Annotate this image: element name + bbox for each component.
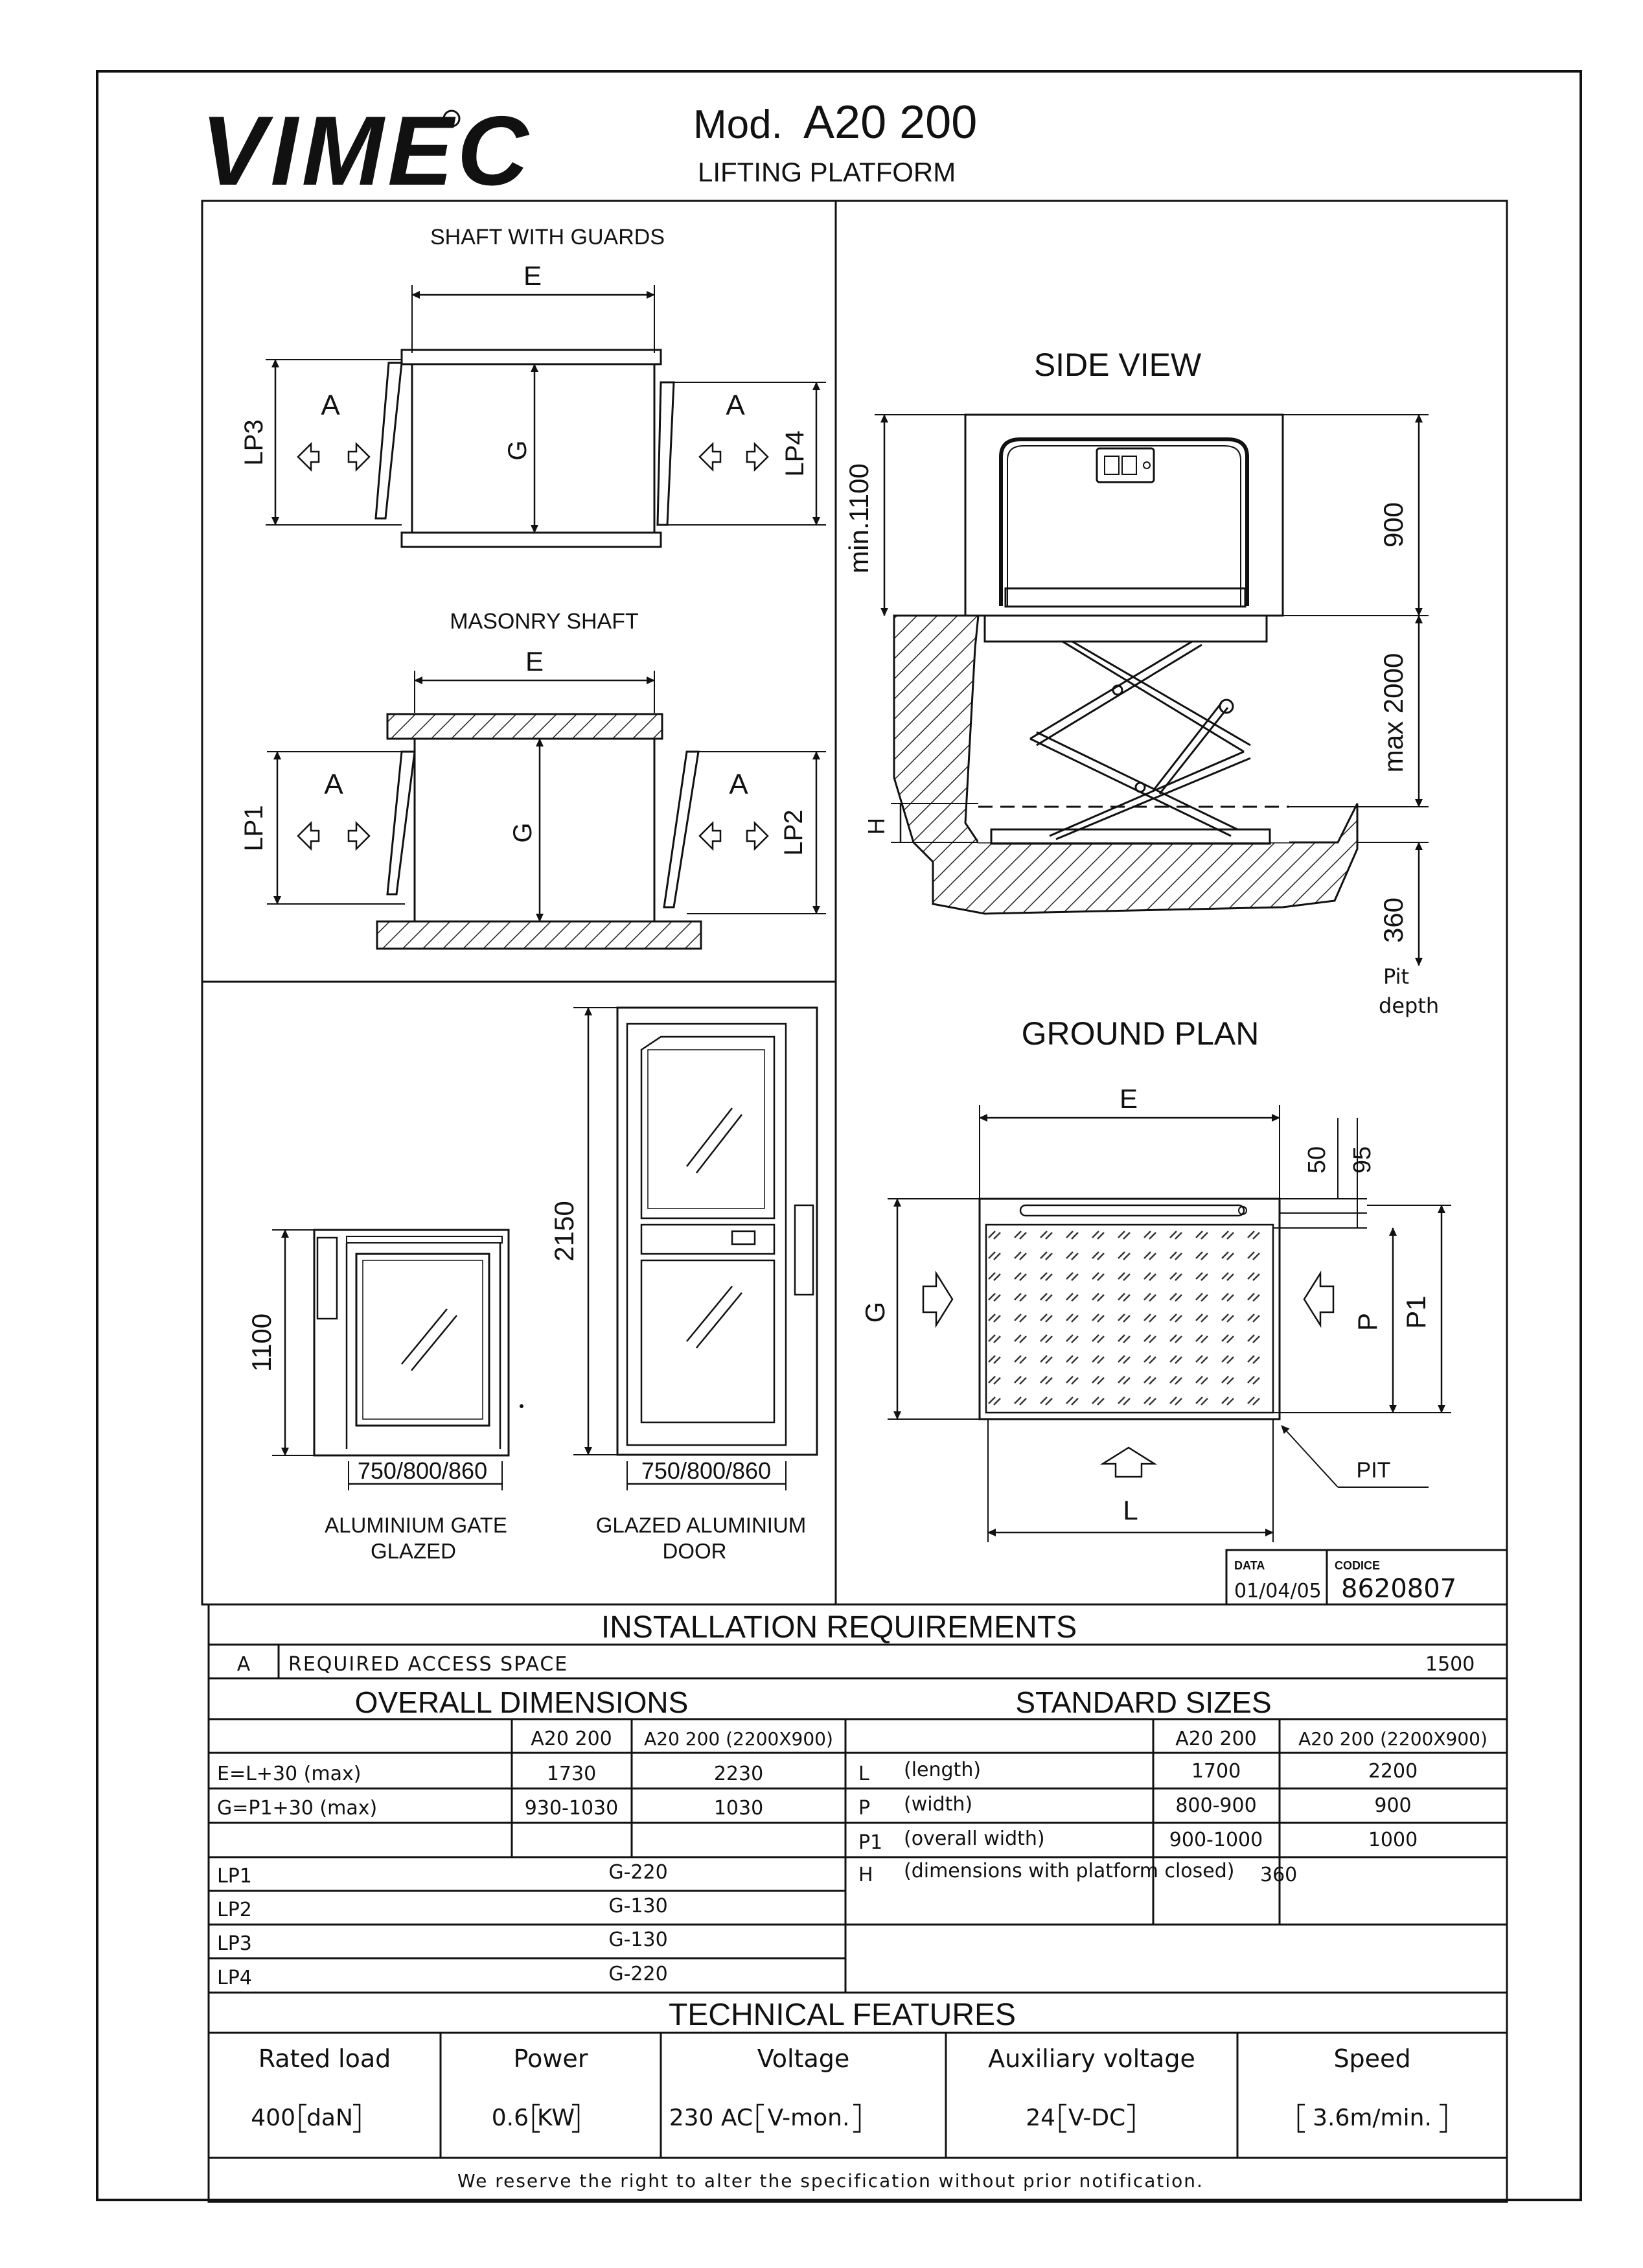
masonry-dim-e: E [525, 646, 544, 677]
overall-row-label: G=P1+30 (max) [217, 1797, 378, 1820]
standard-row-v2: 1000 [1368, 1829, 1418, 1851]
ground-plan-dim-95: 95 [1349, 1146, 1376, 1174]
tech-value-group [1026, 2105, 1134, 2132]
door-height: 2150 [549, 1201, 579, 1262]
tech-label: Voltage [757, 2044, 850, 2073]
pit-label-2: depth [1379, 993, 1440, 1018]
overall-row-v2: 1030 [713, 1797, 764, 1820]
ground-plan-dim-50: 50 [1304, 1146, 1331, 1174]
tech-unit: daN [306, 2105, 353, 2131]
standard-row-v1: 1700 [1191, 1760, 1241, 1783]
ground-plan-dim-p1: P1 [1401, 1295, 1431, 1329]
masonry-access-right: A [729, 769, 748, 800]
tech-label: Power [513, 2044, 588, 2073]
sheet-border [97, 71, 1581, 2200]
install-a-key: A [236, 1653, 251, 1676]
side-view-min-height: min.1100 [844, 463, 874, 573]
shaft-guards-access-right: A [726, 389, 745, 421]
standard-row-v1: 800-900 [1175, 1794, 1257, 1817]
side-view-title: SIDE VIEW [1033, 347, 1202, 383]
model-prefix: Mod. [693, 102, 783, 147]
side-view-dim-h: H [863, 818, 890, 835]
side-view-dim-900: 900 [1378, 502, 1408, 548]
tech-value: 0.6 [491, 2105, 529, 2131]
tech-unit: V-DC [1068, 2105, 1126, 2131]
standard-row-key: P1 [858, 1831, 883, 1854]
masonry-title: MASONRY SHAFT [450, 609, 639, 634]
model-name: A20 200 [803, 97, 978, 148]
overall-lp-value: G-220 [608, 1861, 668, 1884]
overall-row-v1: 1730 [546, 1763, 597, 1785]
masonry-access-arrows-left-icon [298, 823, 369, 849]
tech-unit: V-mon. [767, 2105, 850, 2131]
entry-arrow-bottom-icon [1103, 1448, 1155, 1477]
model-subtitle: LIFTING PLATFORM [698, 157, 956, 187]
entry-arrow-left-icon [923, 1273, 952, 1325]
overall-lp-label: LP3 [217, 1932, 252, 1955]
door-width: 750/800/860 [641, 1457, 772, 1484]
shaft-guards-lp4: LP4 [781, 430, 809, 477]
masonry-access-arrows-right-icon [700, 823, 768, 849]
tech-value-group [251, 2105, 360, 2132]
overall-lp-value: G-130 [608, 1928, 668, 1951]
footer-note: We reserve the right to alter the specification without prior notification. [457, 2170, 1204, 2192]
tech-value-group [669, 2105, 860, 2132]
overall-lp-label: LP4 [217, 1967, 252, 1989]
side-view-dim-max: max 2000 [1378, 653, 1408, 773]
standard-row-key: L [858, 1763, 869, 1785]
ground-plan-dim-l: L [1123, 1495, 1138, 1525]
overall-row-label: E=L+30 (max) [217, 1763, 362, 1785]
ground-plan-dim-p: P [1352, 1312, 1383, 1332]
gate-width: 750/800/860 [357, 1457, 488, 1484]
control-panel-icon [1097, 448, 1154, 482]
install-a-value: 1500 [1425, 1653, 1475, 1676]
install-a-label: REQUIRED ACCESS SPACE [288, 1653, 569, 1676]
drawing-stamp [1226, 1550, 1507, 1604]
vimec-logo [201, 96, 532, 206]
overall-lp-label: LP1 [217, 1865, 252, 1888]
gate-caption-2: GLAZED [370, 1539, 457, 1563]
side-view-drawing [844, 347, 1439, 1018]
shaft-guards-lp3: LP3 [240, 419, 268, 466]
standard-row-key: P [858, 1797, 871, 1820]
overall-lp-value: G-220 [608, 1963, 668, 1985]
masonry-lp1: LP1 [240, 805, 268, 851]
overall-col1: A20 200 [531, 1728, 612, 1750]
door-caption-2: DOOR [662, 1539, 727, 1563]
overall-lp-label: LP2 [217, 1899, 252, 1921]
entry-arrow-right-icon [1304, 1273, 1333, 1325]
ground-plan-pit: PIT [1356, 1458, 1391, 1483]
gate-height: 1100 [246, 1313, 277, 1372]
side-view-dim-pit: 360 [1378, 897, 1408, 943]
tech-value-group [492, 2105, 579, 2132]
masonry-shaft-drawing [240, 609, 826, 949]
tech-value: 400 [251, 2105, 295, 2131]
door-caption-1: GLAZED ALUMINIUM [595, 1513, 807, 1537]
tech-label: Rated load [258, 2044, 391, 2073]
overall-lp-value: G-130 [608, 1895, 668, 1917]
ground-plan-title: GROUND PLAN [1021, 1015, 1259, 1052]
stamp-data-value: 01/04/05 [1234, 1580, 1322, 1603]
tech-label: Auxiliary voltage [988, 2044, 1195, 2073]
tech-value-group [1298, 2105, 1446, 2132]
ground-plan-dim-e: E [1119, 1083, 1138, 1114]
standard-row-v1: 900-1000 [1169, 1829, 1263, 1851]
overall-title: OVERALL DIMENSIONS [354, 1685, 689, 1719]
installation-title: INSTALLATION REQUIREMENTS [601, 1610, 1077, 1645]
access-arrows-left-icon [298, 444, 369, 470]
masonry-access-left: A [324, 769, 343, 800]
standard-row-v2: 2200 [1368, 1760, 1418, 1783]
overall-dimensions-cells [217, 1728, 833, 1989]
masonry-dim-g: G [509, 822, 537, 843]
standard-col2: A20 200 (2200X900) [1298, 1728, 1488, 1750]
standard-h-value: 360 [1260, 1864, 1298, 1886]
technical-features-cells [251, 2044, 1446, 2132]
access-arrows-right-icon [700, 444, 768, 470]
shaft-guards-title: SHAFT WITH GUARDS [430, 225, 665, 249]
stamp-code-label: CODICE [1335, 1559, 1381, 1572]
stamp-code-value: 8620807 [1341, 1574, 1457, 1604]
aluminium-gate-drawing [246, 1230, 523, 1563]
overall-col2: A20 200 (2200X900) [644, 1728, 833, 1750]
standard-h-label: (dimensions with platform closed) [904, 1860, 1235, 1882]
standard-row-label: (length) [904, 1759, 982, 1781]
tech-unit: 3.6m/min. [1313, 2105, 1432, 2131]
shaft-guards-dim-g: G [503, 440, 532, 461]
gate-caption-1: ALUMINIUM GATE [325, 1513, 507, 1537]
standard-title: STANDARD SIZES [1015, 1685, 1272, 1719]
standard-row-label: (overall width) [904, 1827, 1045, 1850]
standard-sizes-cells [858, 1728, 1488, 1886]
technical-title: TECHNICAL FEATURES [668, 1998, 1017, 2032]
ground-plan-drawing [860, 1015, 1451, 1542]
masonry-lp2: LP2 [779, 809, 808, 856]
stamp-data-label: DATA [1234, 1559, 1265, 1572]
pit-label-1: Pit [1383, 964, 1410, 989]
overall-row-v1: 930-1030 [524, 1797, 619, 1820]
handrail-icon [1020, 1205, 1244, 1216]
standard-col1: A20 200 [1175, 1728, 1257, 1750]
ground-plan-dim-g: G [860, 1301, 890, 1323]
shaft-guards-access-left: A [321, 389, 340, 421]
tech-value: 230 AC [669, 2105, 753, 2131]
standard-row-v2: 900 [1374, 1794, 1412, 1817]
standard-row-label: (width) [904, 1793, 973, 1816]
shaft-with-guards-drawing [240, 225, 826, 547]
glazed-door-drawing [549, 1008, 817, 1563]
standard-h-key: H [858, 1864, 873, 1886]
shaft-guards-dim-e: E [523, 260, 542, 291]
overall-row-v2: 2230 [713, 1763, 764, 1785]
svg-text:VIMEC: VIMEC [201, 96, 533, 206]
door-handle-icon [732, 1231, 755, 1244]
tech-label: Speed [1333, 2044, 1411, 2073]
tech-value: 24 [1026, 2105, 1055, 2131]
tech-unit: KW [537, 2105, 575, 2131]
